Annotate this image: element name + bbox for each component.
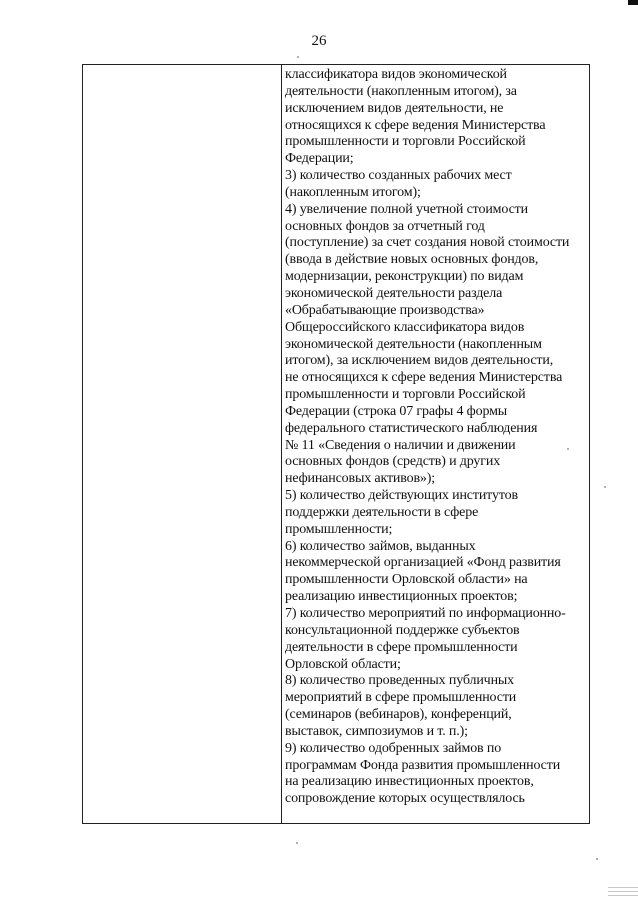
text-line: 7) количество мероприятий по информационно- <box>285 606 566 621</box>
text-line: деятельности (накопленным итогом), за <box>285 83 517 99</box>
scan-speck <box>567 448 569 450</box>
scan-speck <box>596 858 598 860</box>
text-line: нефинансовых активов»); <box>285 471 436 487</box>
text-line: классификатора видов экономической <box>285 67 507 82</box>
text-line: Общероссийского классификатора видов <box>285 319 525 335</box>
text-line: промышленности Орловской области» на <box>285 572 528 588</box>
text-line: основных фондов (средств) и других <box>285 454 501 470</box>
text-line: (накопленным итогом); <box>285 184 421 200</box>
text-line: 8) количество проведенных публичных <box>285 673 515 689</box>
text-line: основных фондов за отчетный год <box>285 218 485 234</box>
text-line: 5) количество действующих институтов <box>285 488 518 504</box>
text-line: экономической деятельности (накопленным <box>285 336 542 352</box>
page-number: 26 <box>311 33 327 49</box>
text-line: промышленности; <box>285 521 393 537</box>
text-line: 9) количество одобренных займов по <box>285 740 502 756</box>
text-line: «Обрабатывающие производства» <box>285 302 485 318</box>
text-line: выставок, симпозиумов и т. п.); <box>285 723 468 739</box>
text-line: деятельности в сфере промышленности <box>285 639 518 655</box>
text-line: модернизации, реконструкции) по видам <box>285 269 524 285</box>
text-line: не относящихся к сфере ведения Министерства <box>285 370 563 386</box>
scan-speck <box>297 56 299 58</box>
text-line: 4) увеличение полной учетной стоимости <box>285 201 528 217</box>
text-line: мероприятий в сфере промышленности <box>285 690 517 706</box>
scan-speck <box>604 486 606 488</box>
text-line: (ввода в действие новых основных фондов, <box>285 252 539 268</box>
text-line: Федерации (строка 07 графы 4 формы <box>285 403 508 419</box>
text-line: (поступление) за счет создания новой стоимости <box>285 235 570 251</box>
text-line: промышленности и торговли Российской <box>285 387 526 403</box>
table-left-cell <box>83 65 281 823</box>
text-line: консультационной поддержке субъектов <box>285 622 520 638</box>
text-line: исключением видов деятельности, не <box>285 100 504 116</box>
text-line: относящихся к сфере ведения Министерства <box>285 117 546 133</box>
scan-edge-lines <box>608 887 638 899</box>
scan-corner-mark <box>628 0 638 5</box>
text-line: Федерации; <box>285 151 354 167</box>
table-column-divider <box>281 65 282 823</box>
text-line: итогом), за исключением видов деятельности, <box>285 353 554 369</box>
text-line: федерального статистического наблюдения <box>285 420 538 436</box>
text-line: 6) количество займов, выданных <box>285 538 476 554</box>
text-line: поддержки деятельности в сфере <box>285 504 479 520</box>
document-table <box>82 64 590 824</box>
text-line: № 11 «Сведения о наличии и движении <box>285 437 516 453</box>
text-line: реализацию инвестиционных проектов; <box>285 589 518 605</box>
text-line: экономической деятельности раздела <box>285 285 503 301</box>
table-right-cell <box>285 67 589 808</box>
text-line: сопровождение которых осуществлялось <box>285 791 525 807</box>
text-line: Орловской области; <box>285 656 401 672</box>
text-line: на реализацию инвестиционных проектов, <box>285 774 534 790</box>
text-line: 3) количество созданных рабочих мест <box>285 168 512 184</box>
text-line: промышленности и торговли Российской <box>285 134 526 150</box>
scan-speck <box>296 842 298 844</box>
text-line: программам Фонда развития промышленности <box>285 757 561 773</box>
text-line: некоммерческой организацией «Фонд развития <box>285 555 561 571</box>
text-line: (семинаров (вебинаров), конференций, <box>285 707 512 723</box>
